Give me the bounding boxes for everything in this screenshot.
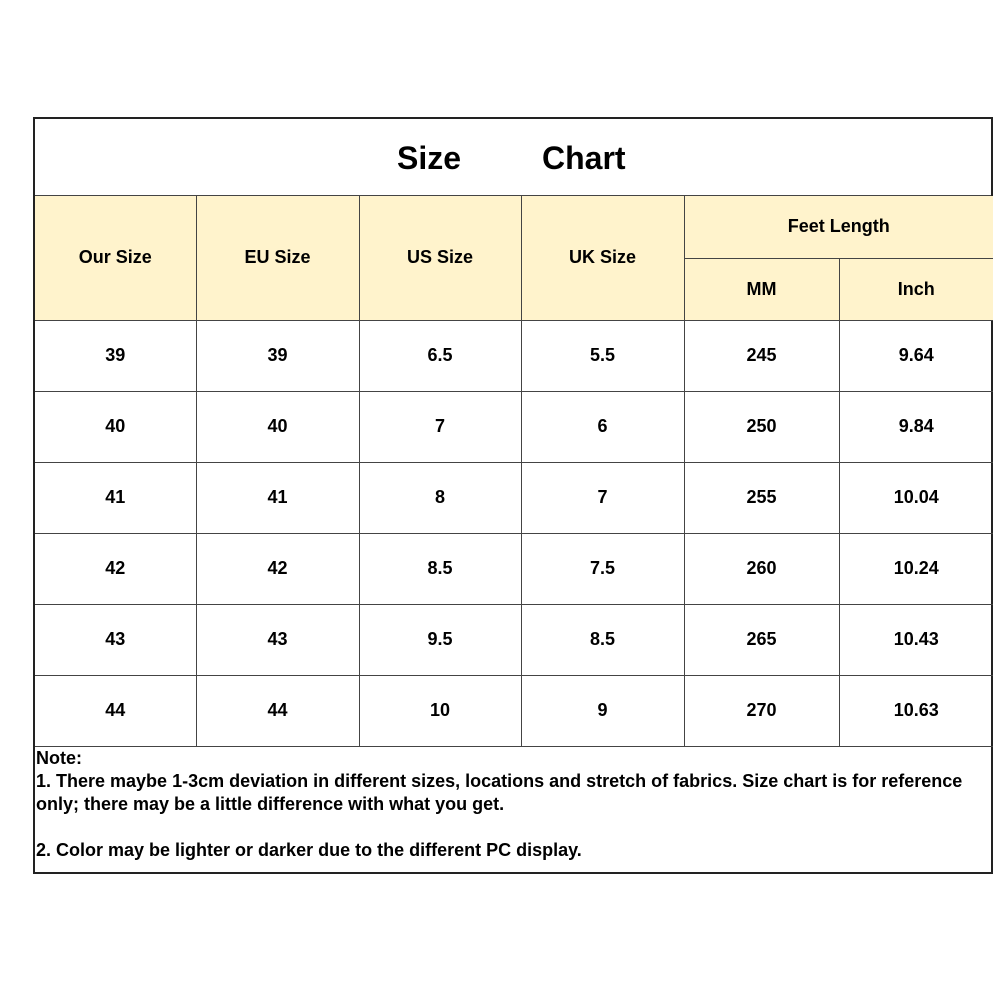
table-row [35, 604, 993, 675]
cell-eu-size: 43 [196, 604, 359, 675]
header-feet-length: Feet Length [684, 196, 993, 258]
header-uk-size: UK Size [521, 196, 684, 320]
header-us-size: US Size [359, 196, 521, 320]
cell-mm: 250 [684, 391, 839, 462]
cell-eu-size: 42 [196, 533, 359, 604]
table-row [35, 533, 993, 604]
table-row [35, 320, 993, 391]
cell-uk-size: 7 [521, 462, 684, 533]
size-table [35, 196, 993, 747]
table-row [35, 675, 993, 746]
cell-us-size: 7 [359, 391, 521, 462]
cell-uk-size: 5.5 [521, 320, 684, 391]
table-row [35, 391, 993, 462]
cell-eu-size: 39 [196, 320, 359, 391]
cell-uk-size: 6 [521, 391, 684, 462]
notes-spacer [36, 816, 976, 839]
cell-mm: 260 [684, 533, 839, 604]
note-line-1: 1. There maybe 1-3cm deviation in different sizes, locations and stretch of fabrics. Size chart is for reference only; there may be a little difference with what you get. [36, 771, 963, 814]
cell-uk-size: 7.5 [521, 533, 684, 604]
cell-us-size: 9.5 [359, 604, 521, 675]
cell-mm: 265 [684, 604, 839, 675]
table-row [35, 462, 993, 533]
notes-label: Note: [36, 748, 82, 768]
cell-uk-size: 8.5 [521, 604, 684, 675]
cell-our-size: 40 [35, 391, 196, 462]
cell-mm: 270 [684, 675, 839, 746]
header-mm: MM [684, 258, 839, 320]
header-inch: Inch [839, 258, 993, 320]
cell-inch: 10.43 [839, 604, 993, 675]
cell-inch: 10.04 [839, 462, 993, 533]
cell-our-size: 39 [35, 320, 196, 391]
cell-our-size: 42 [35, 533, 196, 604]
cell-inch: 10.63 [839, 675, 993, 746]
cell-mm: 245 [684, 320, 839, 391]
cell-mm: 255 [684, 462, 839, 533]
cell-our-size: 41 [35, 462, 196, 533]
cell-inch: 9.64 [839, 320, 993, 391]
title-word-size: Size [397, 140, 462, 176]
cell-uk-size: 9 [521, 675, 684, 746]
title-row [35, 119, 991, 196]
cell-eu-size: 40 [196, 391, 359, 462]
size-chart-frame [33, 117, 993, 874]
notes-section [36, 747, 976, 862]
cell-our-size: 43 [35, 604, 196, 675]
cell-inch: 9.84 [839, 391, 993, 462]
note-line-2: 2. Color may be lighter or darker due to the different PC display. [36, 840, 582, 860]
cell-us-size: 10 [359, 675, 521, 746]
cell-us-size: 8 [359, 462, 521, 533]
cell-us-size: 8.5 [359, 533, 521, 604]
cell-eu-size: 41 [196, 462, 359, 533]
header-our-size: Our Size [35, 196, 196, 320]
cell-eu-size: 44 [196, 675, 359, 746]
cell-us-size: 6.5 [359, 320, 521, 391]
cell-our-size: 44 [35, 675, 196, 746]
cell-inch: 10.24 [839, 533, 993, 604]
header-eu-size: EU Size [196, 196, 359, 320]
title-word-chart: Chart [542, 140, 626, 176]
